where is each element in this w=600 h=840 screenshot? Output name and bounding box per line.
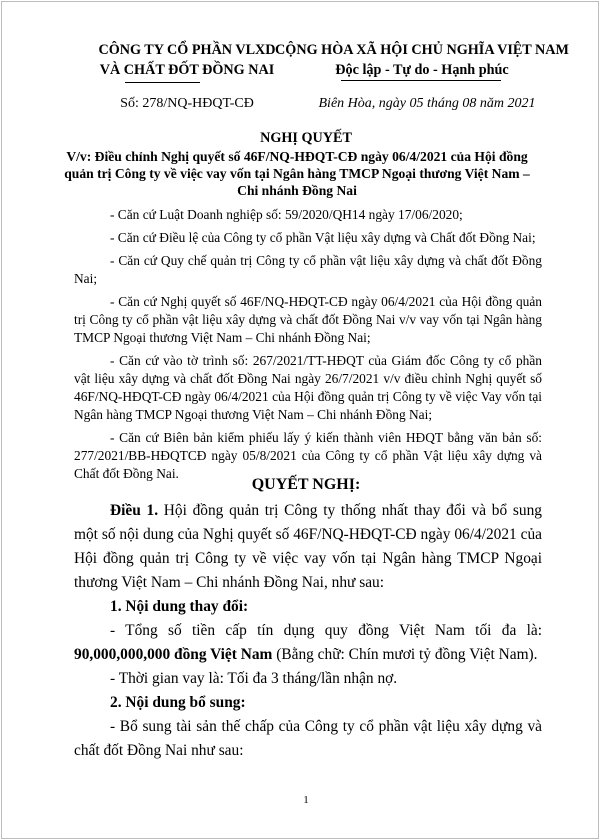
- document-title: NGHỊ QUYẾT: [260, 130, 352, 146]
- company-line-1: CÔNG TY CỔ PHẦN VLXD: [98, 42, 276, 58]
- basis-item: - Căn cứ Luật Doanh nghiệp số: 59/2020/QH14 ngày 17/06/2020;: [110, 207, 463, 222]
- document-number: Số: 278/NQ-HĐQT-CĐ: [120, 96, 254, 111]
- company-underline: [125, 82, 200, 83]
- basis-item: - Căn cứ Biên bản kiểm phiếu lấy ý kiến thành viên HĐQT bằng văn bản số: 277/2021/BB-HĐQTCĐ ngày 05/8/2021 của Công ty cổ phần Vật liệu xây dựng và Chất đốt Đồng Nai.: [74, 430, 542, 481]
- credit-words: (Bằng chữ: Chín mươi tỷ đồng Việt Nam).: [272, 646, 538, 663]
- basis-item: - Căn cứ Nghị quyết số 46F/NQ-HĐQT-CĐ ngày 06/4/2021 của Hội đồng quản trị Công ty cổ phần vật liệu xây dựng và chất đốt Đồng Nai v/v vay vốn tại Ngân hàng TMCP Ngoại thương Việt Nam – Chi nhánh Đồng Nai;: [74, 294, 542, 345]
- document-subject: V/v: Điều chỉnh Nghị quyết số 46F/NQ-HĐQT-CĐ ngày 06/4/2021 của Hội đồng quản trị Công ty về việc vay vốn tại Ngân hàng TMCP Ngoại thương Việt Nam – Chi nhánh Đồng Nai: [64, 149, 530, 198]
- article-1-text: Hội đồng quản trị Công ty thống nhất thay đổi và bổ sung một số nội dung của Nghị quyết số 46F/NQ-HĐQT-CĐ ngày 06/4/2021 của Hội đồng quản trị Công ty về việc vay vốn tại Ngân hàng TMCP Ngoại thương Việt Nam – Chi nhánh Đồng Nai, như sau:: [74, 502, 542, 591]
- company-line-2: VÀ CHẤT ĐỐT ĐỒNG NAI: [99, 62, 275, 78]
- page-number: 1: [303, 794, 309, 806]
- credit-amount: 90,000,000,000 đồng Việt Nam: [74, 646, 273, 663]
- document-page: [1, 1, 599, 839]
- motto: Độc lập - Tự do - Hạnh phúc: [335, 62, 509, 78]
- resolution-body: [74, 499, 542, 763]
- loan-term: - Thời gian vay là: Tối đa 3 tháng/lần nhận nợ.: [110, 670, 398, 687]
- credit-limit: [74, 619, 542, 667]
- national-header: [272, 40, 572, 80]
- motto-underline: [341, 80, 501, 81]
- article-1: [74, 499, 542, 595]
- nation-line-1: CỘNG HÒA XÃ HỘI CHỦ NGHĨA VIỆT NAM: [275, 42, 569, 58]
- section-2-heading: 2. Nội dung bổ sung:: [110, 694, 246, 711]
- basis-item: - Căn cứ Quy chế quản trị Công ty cổ phần vật liệu xây dựng và chất đốt Đồng Nai;: [74, 253, 542, 286]
- section-1-heading: 1. Nội dung thay đổi:: [110, 598, 249, 615]
- article-1-label: Điều 1.: [110, 502, 159, 519]
- resolution-heading: QUYẾT NGHỊ:: [251, 476, 361, 493]
- basis-item: - Căn cứ vào tờ trình số: 267/2021/TT-HĐQT của Giám đốc Công ty cổ phần vật liệu xây dựng và chất đốt Đồng Nai ngày 26/7/2021 v/v điều chỉnh Nghị quyết số 46F/NQ-HĐQT-CĐ ngày 06/4/2021 của Hội đồng quản trị Công ty về việc Vay vốn tại Ngân hàng TMCP Ngoại thương Việt Nam – Chi nhánh Đồng Nai;: [74, 353, 542, 422]
- legal-bases: [74, 206, 542, 488]
- company-name: [87, 40, 287, 80]
- place-date: Biên Hòa, ngày 05 tháng 08 năm 2021: [318, 96, 536, 111]
- basis-item: - Căn cứ Điều lệ của Công ty cổ phần Vật liệu xây dựng và Chất đốt Đồng Nai;: [110, 230, 536, 245]
- credit-prefix: - Tổng số tiền cấp tín dụng quy đồng Việt Nam tối đa là:: [110, 622, 542, 639]
- collateral: - Bổ sung tài sản thế chấp của Công ty cổ phần vật liệu xây dựng và chất đốt Đồng Nai như sau:: [74, 718, 542, 759]
